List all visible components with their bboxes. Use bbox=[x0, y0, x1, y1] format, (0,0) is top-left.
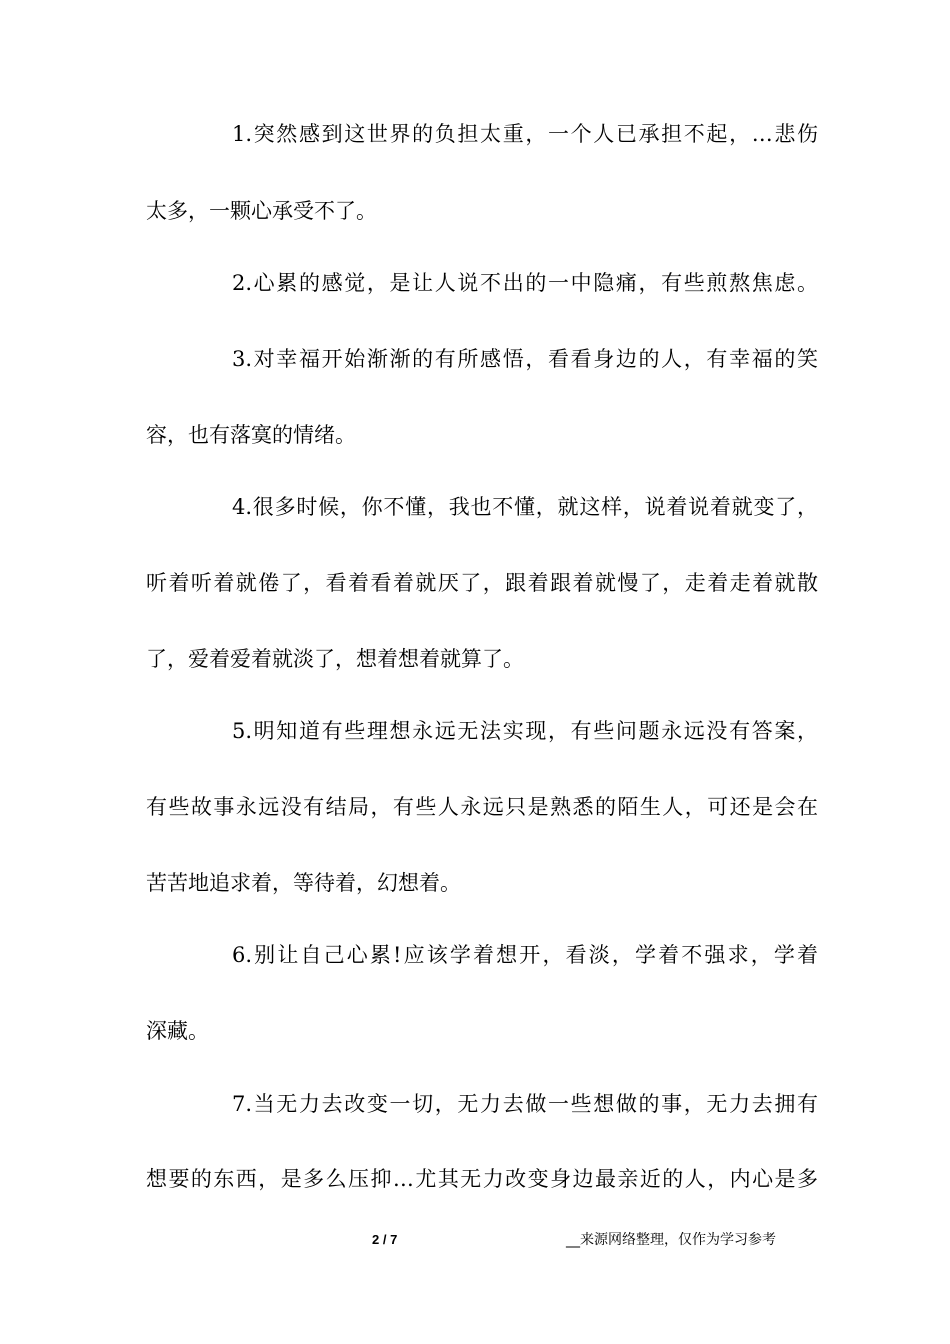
paragraph-4-line-1: 4.很多时候，你不懂，我也不懂，就这样，说着说着就变了， bbox=[232, 495, 818, 519]
page-number: 2 / 7 bbox=[372, 1232, 398, 1247]
paragraph-4-line-3: 了，爱着爱着就淡了，想着想着就算了。 bbox=[146, 647, 524, 671]
paragraph-5-line-3: 苦苦地追求着，等待着，幻想着。 bbox=[146, 871, 461, 895]
paragraph-3-line-1: 3.对幸福开始渐渐的有所感悟，看看身边的人，有幸福的笑 bbox=[232, 347, 818, 371]
paragraph-7-line-2: 想要的东西，是多么压抑…尤其无力改变身边最亲近的人，内心是多 bbox=[146, 1167, 818, 1191]
paragraph-5-line-1: 5.明知道有些理想永远无法实现，有些问题永远没有答案， bbox=[232, 719, 818, 743]
paragraph-7-line-1: 7.当无力去改变一切，无力去做一些想做的事，无力去拥有 bbox=[232, 1092, 818, 1116]
paragraph-6-line-2: 深藏。 bbox=[146, 1019, 209, 1043]
paragraph-1-line-1: 1.突然感到这世界的负担太重，一个人已承担不起，…悲伤 bbox=[232, 122, 818, 146]
source-note: __来源网络整理，仅作为学习参考 bbox=[566, 1232, 776, 1248]
paragraph-5-line-2: 有些故事永远没有结局，有些人永远只是熟悉的陌生人，可还是会在 bbox=[146, 795, 818, 819]
paragraph-4-line-2: 听着听着就倦了，看着看着就厌了，跟着跟着就慢了，走着走着就散 bbox=[146, 571, 818, 595]
paragraph-6-line-1: 6.别让自己心累!应该学着想开，看淡，学着不强求，学着 bbox=[232, 943, 818, 967]
paragraph-1-line-2: 太多，一颗心承受不了。 bbox=[146, 199, 377, 223]
paragraph-2-line-1: 2.心累的感觉，是让人说不出的一中隐痛，有些煎熬焦虑。 bbox=[232, 271, 818, 295]
paragraph-3-line-2: 容，也有落寞的情绪。 bbox=[146, 423, 356, 447]
